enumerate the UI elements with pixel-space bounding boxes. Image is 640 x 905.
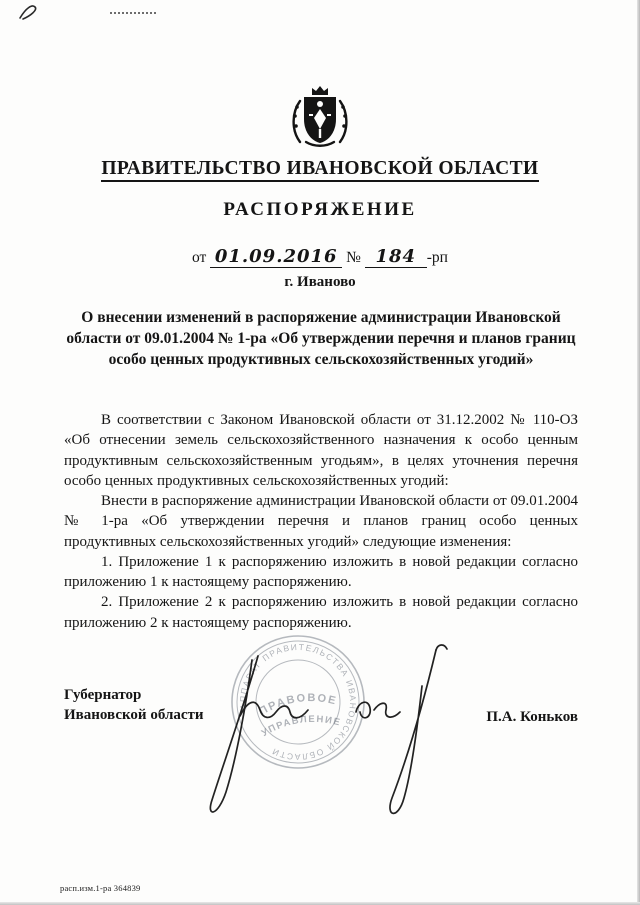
paragraph: В соответствии с Законом Ивановской области от 31.12.2002 № 110-ОЗ «Об отнесении земель сельскохозяйственного назначения к особо ценным продуктивным сельскохозяйственным угодьям», в целях уточнения перечня особо ценных продуктивных сельскохозяйственных угодий: — [64, 412, 578, 489]
org-title-text: ПРАВИТЕЛЬСТВО ИВАНОВСКОЙ ОБЛАСТИ — [101, 158, 538, 182]
paragraph: Внести в распоряжение администрации Ивановской области от 09.01.2004 № 1-ра «Об утверждении перечня и планов границ особо ценных продуктивных сельскохозяйственных угодий» следующие изменения: — [64, 493, 578, 550]
date-prefix-label: от — [192, 249, 207, 266]
pen-checkmark-icon — [14, 2, 48, 32]
signer-name: П.А. Коньков — [486, 708, 578, 725]
signer-title-line1: Губернатор — [64, 687, 142, 703]
signer-title-line2: Ивановской области — [64, 706, 204, 723]
stamp-center-line1: ПРАВОВОЕ — [257, 692, 339, 718]
document-body — [64, 410, 578, 633]
coat-of-arms-icon — [287, 84, 353, 153]
number-sign-label: № — [346, 249, 361, 266]
city-line: г. Иваново — [284, 274, 356, 290]
signature-block — [64, 686, 578, 726]
scan-dotted-mark — [110, 12, 156, 14]
number-suffix-label: -рп — [426, 249, 448, 266]
org-title — [0, 158, 640, 180]
handwritten-number: 184 — [375, 246, 417, 267]
handwritten-date: 01.09.2016 — [214, 246, 338, 267]
stamp-ring-text: АППАРАТ ПРАВИТЕЛЬСТВА ИВАНОВСКОЙ ОБЛАСТИ — [237, 641, 359, 763]
footer-code: расп.изм.1-ра 364839 — [60, 883, 141, 893]
date-number-line — [0, 247, 640, 268]
subject-heading: О внесении изменений в распоряжение администрации Ивановской области от 09.01.2004 № 1-ра «Об утверждении перечня и планов границ особо ценных продуктивных сельскохозяйственных угодий» — [66, 309, 576, 368]
doc-type-title: РАСПОРЯЖЕНИЕ — [223, 199, 417, 220]
paragraph: 2. Приложение 2 к распоряжению изложить в новой редакции согласно приложению 2 к настоящему распоряжению. — [64, 594, 578, 631]
paragraph: 1. Приложение 1 к распоряжению изложить в новой редакции согласно приложению 1 к настоящему распоряжению. — [64, 553, 578, 590]
stamp-center-line2: УПРАВЛЕНИЕ — [259, 713, 343, 740]
signer-title — [64, 686, 204, 726]
